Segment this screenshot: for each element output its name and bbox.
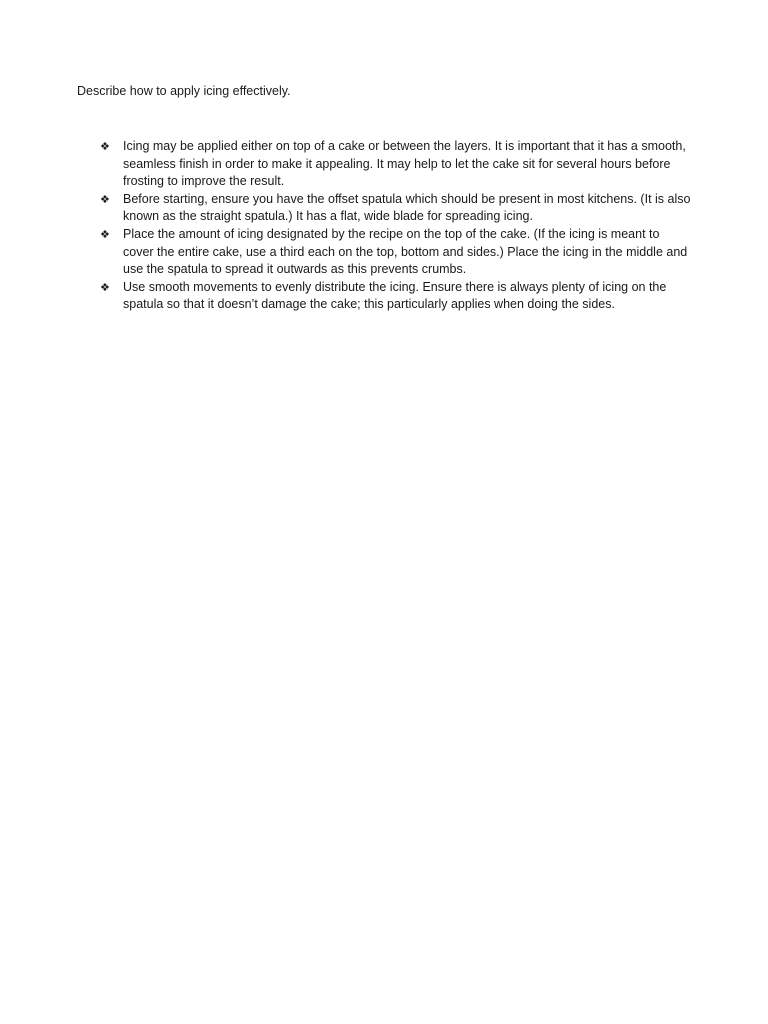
list-item-text: Use smooth movements to evenly distribute the icing. Ensure there is always plenty of icing on the spatula so that it doesn’t damage the cake; this particularly applies when doing the sides.	[123, 279, 667, 312]
question-heading: Describe how to apply icing effectively.	[77, 84, 291, 98]
list-item	[100, 226, 692, 279]
instruction-list	[100, 138, 692, 314]
diamond-bullet-icon: ❖	[100, 280, 110, 294]
list-item	[100, 191, 692, 226]
diamond-bullet-icon: ❖	[100, 192, 110, 206]
list-item-text: Icing may be applied either on top of a cake or between the layers. It is important that it has a smooth, seamless finish in order to make it appealing. It may help to let the cake sit for several hours before frosting to improve the result.	[123, 139, 686, 189]
list-item	[100, 138, 692, 191]
list-item	[100, 279, 692, 314]
diamond-bullet-icon: ❖	[100, 227, 110, 241]
list-item-text: Before starting, ensure you have the offset spatula which should be present in most kitchens. (It is also known as the straight spatula.) It has a flat, wide blade for spreading icing.	[123, 191, 691, 224]
list-item-text: Place the amount of icing designated by the recipe on the top of the cake. (If the icing is meant to cover the entire cake, use a third each on the top, bottom and sides.) Place the icing in the middle and use the spatula to spread it outwards as this prevents crumbs.	[123, 226, 688, 277]
diamond-bullet-icon: ❖	[100, 140, 110, 153]
